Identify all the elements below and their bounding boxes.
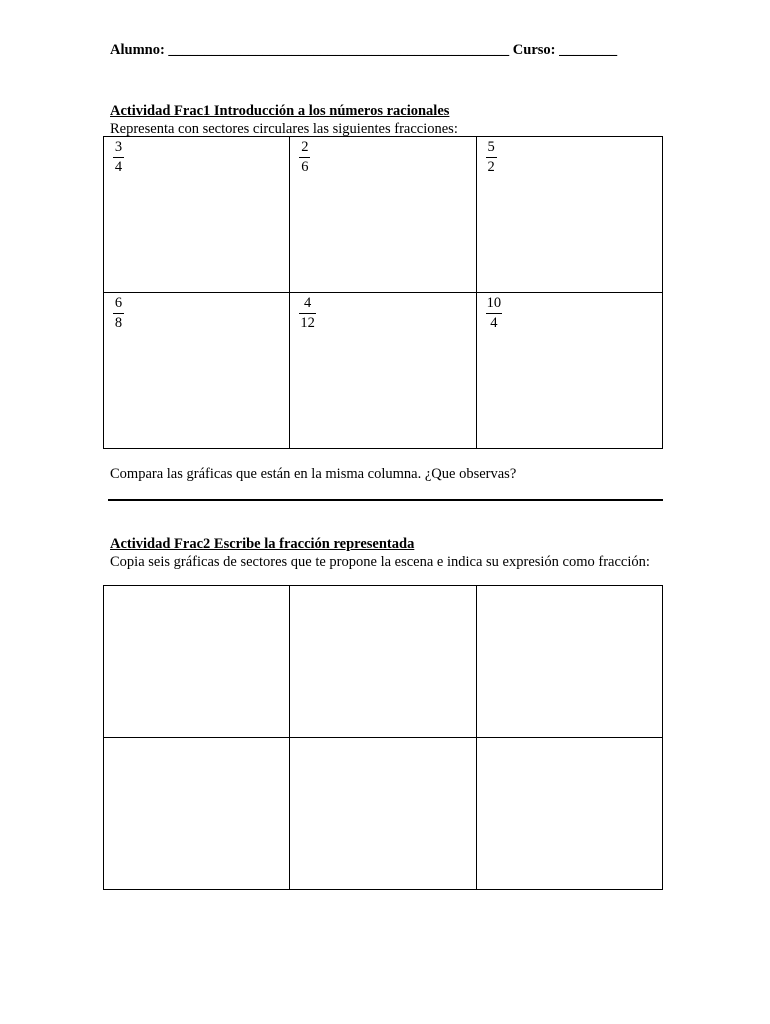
drawing-cell[interactable] <box>476 738 662 890</box>
fraction-denominator: 4 <box>114 159 123 175</box>
fraction-denominator: 12 <box>300 315 315 331</box>
fraction-numerator: 5 <box>487 139 495 155</box>
drawing-cell[interactable] <box>290 738 476 890</box>
fraction-denominator: 6 <box>301 159 309 175</box>
fraction-numerator: 6 <box>114 295 123 311</box>
activity1-instruction: Representa con sectores circulares las siguientes fracciones: <box>110 121 458 137</box>
course-blank[interactable]: ________ <box>559 42 618 58</box>
fraction <box>113 139 124 176</box>
drawing-cell[interactable] <box>290 586 476 738</box>
fraction-cell[interactable] <box>290 293 476 449</box>
fraction-bar <box>486 313 503 314</box>
fraction <box>299 139 310 176</box>
fraction-numerator: 4 <box>303 295 312 311</box>
fraction <box>113 295 124 332</box>
course-label: Curso: <box>512 42 556 58</box>
activity2-drawing-grid <box>103 585 663 890</box>
fraction-denominator: 4 <box>490 315 498 331</box>
fraction-bar <box>299 157 310 158</box>
fraction <box>299 295 316 332</box>
activity1-title: Actividad Frac1 Introducción a los números racionales <box>110 103 450 119</box>
fraction-cell[interactable] <box>104 293 290 449</box>
fraction <box>486 295 503 332</box>
activity1-question: Compara las gráficas que están en la misma columna. ¿Que observas? <box>110 466 517 482</box>
drawing-cell[interactable] <box>104 738 290 890</box>
fraction-cell[interactable] <box>104 137 290 293</box>
fraction-denominator: 8 <box>114 315 123 331</box>
fraction-denominator: 2 <box>487 159 495 175</box>
answer-line[interactable] <box>108 499 663 501</box>
fraction-numerator: 3 <box>114 139 123 155</box>
student-name-blank[interactable]: _______________________________________________ <box>168 42 510 58</box>
drawing-cell[interactable] <box>104 586 290 738</box>
fraction-numerator: 2 <box>301 139 309 155</box>
fraction-cell[interactable] <box>476 137 662 293</box>
activity2-instruction: Copia seis gráficas de sectores que te propone la escena e indica su expresión como fracción: <box>110 554 650 570</box>
activity1-fraction-grid <box>103 136 663 449</box>
activity2-title: Actividad Frac2 Escribe la fracción representada <box>110 536 415 552</box>
student-header <box>110 42 617 59</box>
student-label: Alumno: <box>110 42 165 58</box>
fraction <box>486 139 497 176</box>
fraction-numerator: 10 <box>486 295 502 311</box>
fraction-bar <box>299 313 316 314</box>
fraction-cell[interactable] <box>476 293 662 449</box>
fraction-bar <box>113 157 124 158</box>
fraction-cell[interactable] <box>290 137 476 293</box>
fraction-bar <box>486 157 497 158</box>
fraction-bar <box>113 313 124 314</box>
drawing-cell[interactable] <box>476 586 662 738</box>
